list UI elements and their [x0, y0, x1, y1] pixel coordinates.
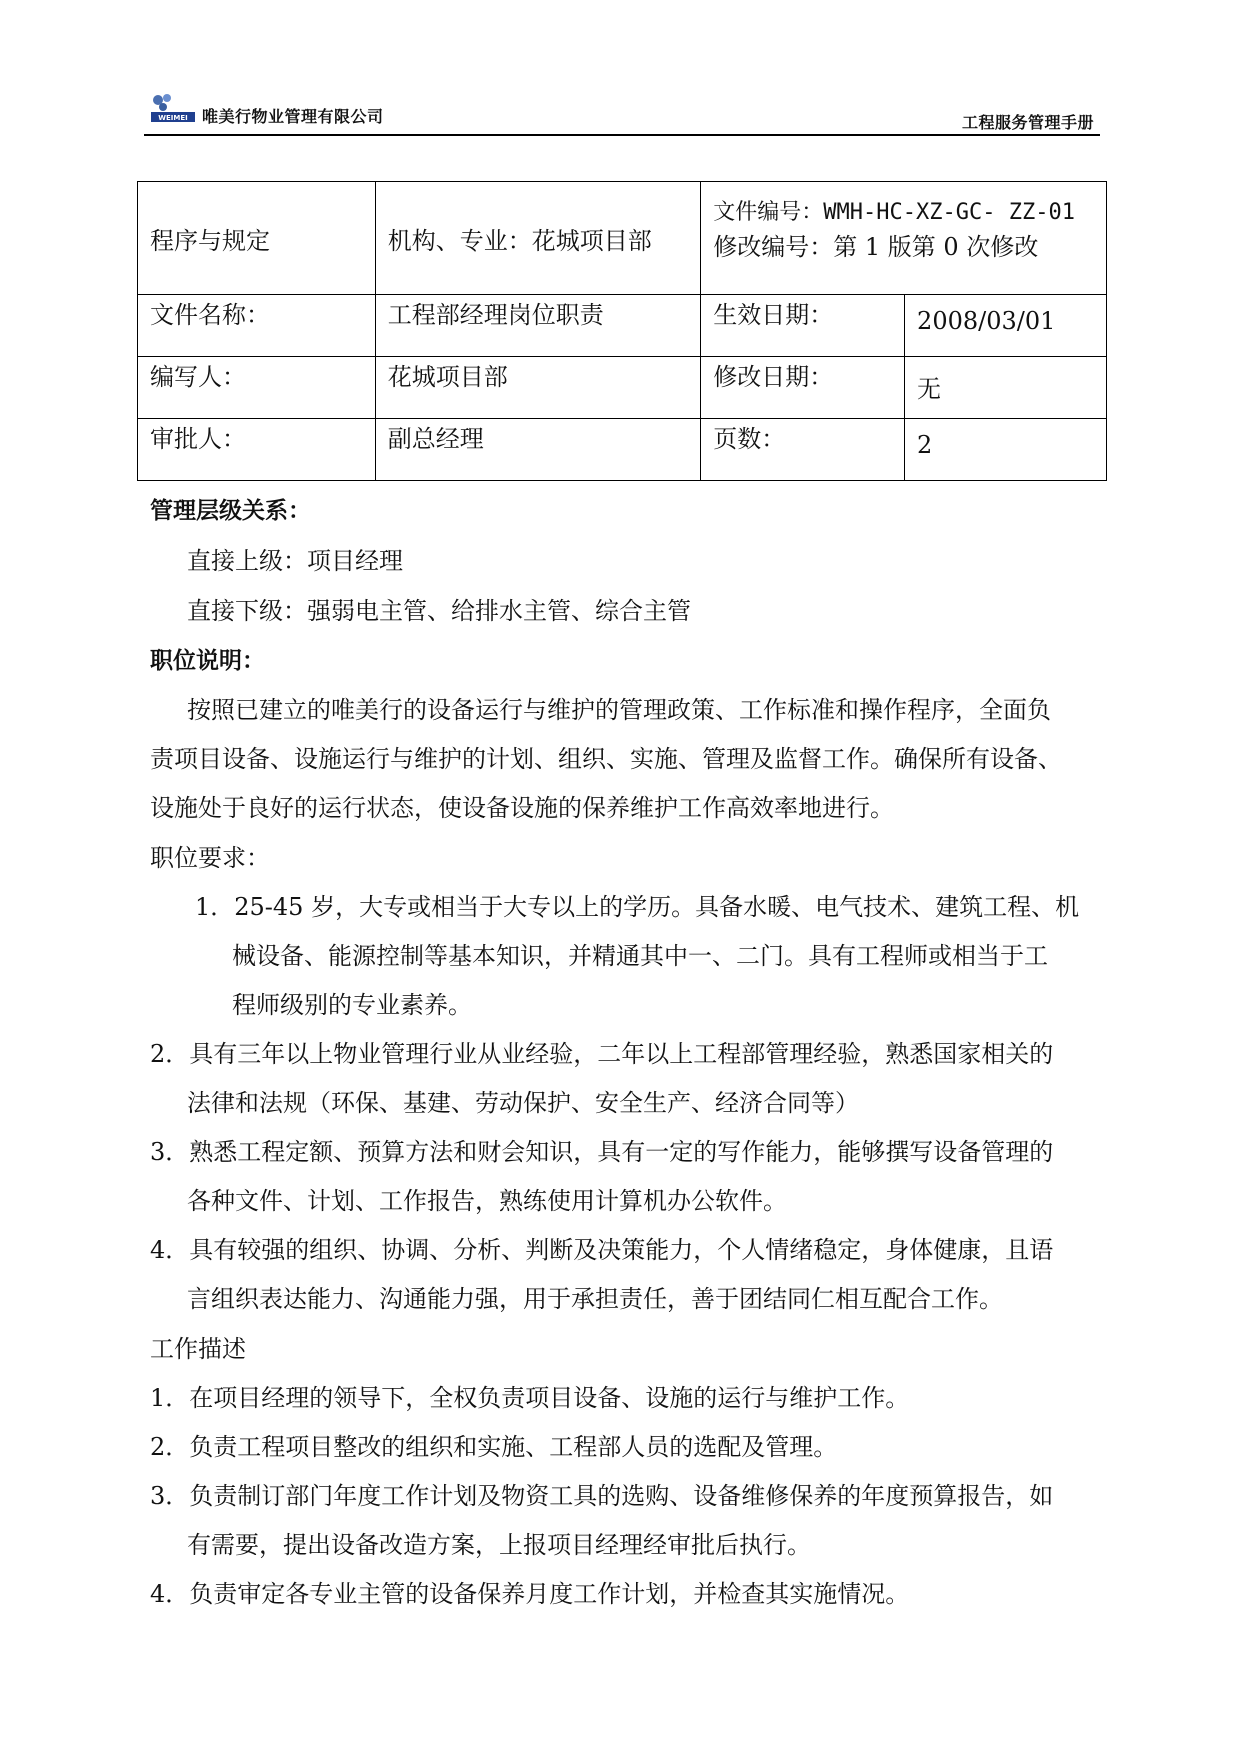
- revision-number: 修改编号：第 1 版第 0 次修改: [713, 233, 1039, 261]
- duty-paragraph: [150, 686, 1100, 833]
- info-row-3: [138, 357, 1107, 419]
- approver-label: 审批人：: [138, 419, 376, 481]
- revision-date-value: 无: [905, 357, 1107, 419]
- revision-date-label: 修改日期：: [701, 357, 905, 419]
- work-item: [150, 1570, 1100, 1619]
- duty-line: 按照已建立的唯美行的设备运行与维护的管理政策、工作标准和操作程序，全面负: [187, 696, 1051, 724]
- info-row-4: [138, 419, 1107, 481]
- requirement-line: 言组织表达能力、沟通能力强，用于承担责任，善于团结同仁相互配合工作。: [187, 1285, 1003, 1313]
- manual-title: 工程服务管理手册: [961, 113, 1094, 132]
- doc-number: 文件编号：WMH-HC-XZ-GC- ZZ-01: [713, 200, 1075, 225]
- author-value: 花城项目部: [375, 357, 701, 419]
- effective-date-value: 2008/03/01: [905, 295, 1107, 357]
- requirement-line: 械设备、能源控制等基本知识，并精通其中一、二门。具有工程师或相当于工: [232, 942, 1048, 970]
- work-item: [150, 1423, 1100, 1472]
- work-line: 4．负责审定各专业主管的设备保养月度工作计划，并检查其实施情况。: [150, 1580, 910, 1608]
- document-info-table: [137, 181, 1107, 481]
- duty-line: 责项目设备、设施运行与维护的计划、组织、实施、管理及监督工作。确保所有设备、: [150, 745, 1062, 773]
- work-line: 有需要，提出设备改造方案，上报项目经理经审批后执行。: [187, 1531, 811, 1559]
- page-count-label: 页数：: [701, 419, 905, 481]
- superior-line: 直接上级：项目经理: [187, 547, 403, 575]
- mgmt-heading: 管理层级关系：: [150, 498, 311, 524]
- requirement-line: 程师级别的专业素养。: [232, 991, 472, 1019]
- requirement-line: 各种文件、计划、工作报告，熟练使用计算机办公软件。: [187, 1187, 787, 1215]
- company-logo-icon: [149, 92, 199, 126]
- work-item: [150, 1472, 1100, 1570]
- info-row-1: [138, 182, 1107, 295]
- company-name: 唯美行物业管理有限公司: [202, 107, 384, 126]
- page-count-value: 2: [905, 419, 1107, 481]
- requirement-line: 1．25-45 岁，大专或相当于大专以上的学历。具备水暖、电气技术、建筑工程、机: [195, 893, 1080, 921]
- requirements-heading: 职位要求：: [150, 844, 270, 872]
- svg-text:WEIMEI: WEIMEI: [158, 114, 188, 122]
- approver-value: 副总经理: [375, 419, 701, 481]
- requirement-item: [150, 1226, 1100, 1324]
- work-line: 2．负责工程项目整改的组织和实施、工程部人员的选配及管理。: [150, 1433, 838, 1461]
- subordinate-line: 直接下级：强弱电主管、给排水主管、综合主管: [187, 597, 691, 625]
- duty-line: 设施处于良好的运行状态，使设备设施的保养维护工作高效率地进行。: [150, 794, 894, 822]
- work-heading: 工作描述: [150, 1335, 246, 1363]
- doc-name-value: 工程部经理岗位职责: [375, 295, 701, 357]
- requirement-item: [150, 1128, 1100, 1226]
- work-item: [150, 1374, 1100, 1423]
- info-row-2: [138, 295, 1107, 357]
- document-body: [150, 486, 1100, 1619]
- doc-number-cell: [701, 182, 1107, 295]
- requirement-line: 法律和法规（环保、基建、劳动保护、安全生产、经济合同等）: [187, 1089, 859, 1117]
- effective-date-label: 生效日期：: [701, 295, 905, 357]
- requirement-line: 2．具有三年以上物业管理行业从业经验，二年以上工程部管理经验，熟悉国家相关的: [150, 1040, 1054, 1068]
- author-label: 编写人：: [138, 357, 376, 419]
- work-line: 1．在项目经理的领导下，全权负责项目设备、设施的运行与维护工作。: [150, 1384, 910, 1412]
- doc-name-label: 文件名称：: [138, 295, 376, 357]
- org-cell: 机构、专业：花城项目部: [375, 182, 701, 295]
- work-line: 3．负责制订部门年度工作计划及物资工具的选购、设备维修保养的年度预算报告，如: [150, 1482, 1054, 1510]
- duty-heading: 职位说明：: [150, 648, 265, 674]
- requirement-line: 4．具有较强的组织、协调、分析、判断及决策能力，个人情绪稳定，身体健康，且语: [150, 1236, 1054, 1264]
- requirement-item: [150, 883, 1100, 1030]
- requirement-item: [150, 1030, 1100, 1128]
- requirement-line: 3．熟悉工程定额、预算方法和财会知识，具有一定的写作能力，能够撰写设备管理的: [150, 1138, 1054, 1166]
- category-cell: 程序与规定: [138, 182, 376, 295]
- page-header: [144, 88, 1100, 136]
